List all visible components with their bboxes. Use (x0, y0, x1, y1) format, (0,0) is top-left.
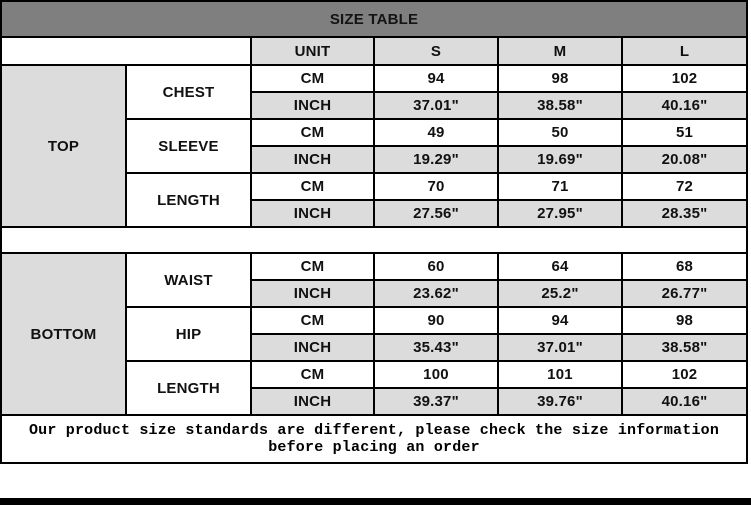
value-cell: 70 (374, 173, 498, 200)
header-size-s: S (374, 37, 498, 65)
unit-cm-label: CM (251, 361, 374, 388)
value-cell: 28.35" (622, 200, 747, 227)
value-cell: 25.2" (498, 280, 622, 307)
row-label-length-bottom: LENGTH (126, 361, 251, 415)
unit-cm-label: CM (251, 253, 374, 280)
value-cell: 94 (374, 65, 498, 92)
unit-cm-label: CM (251, 119, 374, 146)
value-cell: 40.16" (622, 388, 747, 415)
value-cell: 50 (498, 119, 622, 146)
unit-cm-label: CM (251, 65, 374, 92)
value-cell: 49 (374, 119, 498, 146)
footer-note: Our product size standards are different, please check the size information before placing an order (1, 415, 747, 463)
value-cell: 19.69" (498, 146, 622, 173)
value-cell: 23.62" (374, 280, 498, 307)
value-cell: 51 (622, 119, 747, 146)
value-cell: 102 (622, 361, 747, 388)
value-cell: 98 (622, 307, 747, 334)
unit-inch-label: INCH (251, 280, 374, 307)
value-cell: 100 (374, 361, 498, 388)
unit-cm-label: CM (251, 173, 374, 200)
header-unit: UNIT (251, 37, 374, 65)
value-cell: 71 (498, 173, 622, 200)
header-size-m: M (498, 37, 622, 65)
value-cell: 37.01" (374, 92, 498, 119)
page-title: SIZE TABLE (1, 1, 747, 37)
value-cell: 37.01" (498, 334, 622, 361)
row-label-waist: WAIST (126, 253, 251, 307)
value-cell: 26.77" (622, 280, 747, 307)
bottom-border-bar (0, 498, 751, 505)
value-cell: 72 (622, 173, 747, 200)
value-cell: 39.37" (374, 388, 498, 415)
value-cell: 68 (622, 253, 747, 280)
value-cell: 101 (498, 361, 622, 388)
value-cell: 102 (622, 65, 747, 92)
value-cell: 38.58" (498, 92, 622, 119)
unit-cm-label: CM (251, 307, 374, 334)
value-cell: 60 (374, 253, 498, 280)
value-cell: 38.58" (622, 334, 747, 361)
unit-inch-label: INCH (251, 146, 374, 173)
value-cell: 27.56" (374, 200, 498, 227)
row-label-length-top: LENGTH (126, 173, 251, 227)
value-cell: 27.95" (498, 200, 622, 227)
unit-inch-label: INCH (251, 200, 374, 227)
value-cell: 40.16" (622, 92, 747, 119)
row-label-chest: CHEST (126, 65, 251, 119)
unit-inch-label: INCH (251, 334, 374, 361)
value-cell: 39.76" (498, 388, 622, 415)
header-size-l: L (622, 37, 747, 65)
section-spacer (1, 227, 747, 253)
value-cell: 19.29" (374, 146, 498, 173)
value-cell: 90 (374, 307, 498, 334)
header-corner-cell (1, 37, 251, 65)
unit-inch-label: INCH (251, 388, 374, 415)
value-cell: 35.43" (374, 334, 498, 361)
section-label-top: TOP (1, 65, 126, 227)
row-label-sleeve: SLEEVE (126, 119, 251, 173)
section-label-bottom: BOTTOM (1, 253, 126, 415)
value-cell: 94 (498, 307, 622, 334)
value-cell: 98 (498, 65, 622, 92)
row-label-hip: HIP (126, 307, 251, 361)
value-cell: 20.08" (622, 146, 747, 173)
value-cell: 64 (498, 253, 622, 280)
unit-inch-label: INCH (251, 92, 374, 119)
